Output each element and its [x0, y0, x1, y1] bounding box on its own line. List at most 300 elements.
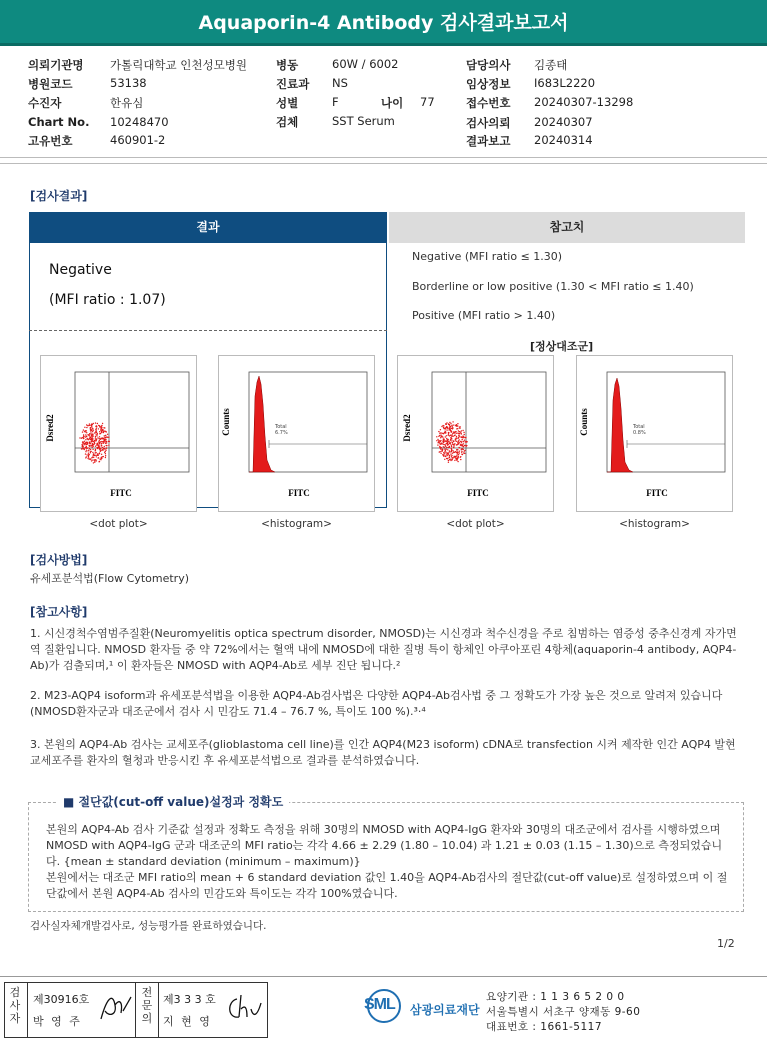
- patient-histogram: [218, 355, 375, 512]
- histogram-figure: [219, 356, 374, 511]
- scatter-dot: [103, 431, 104, 432]
- scatter-dot: [99, 431, 100, 432]
- scatter-dot: [101, 443, 102, 444]
- scatter-dot: [444, 431, 445, 432]
- clinical-value: I683L2220: [534, 76, 596, 90]
- scatter-dot: [90, 439, 91, 440]
- footer-divider: [0, 976, 767, 977]
- scatter-dot: [98, 441, 99, 442]
- scatter-dot: [456, 441, 457, 442]
- scatter-dot: [454, 432, 455, 433]
- scatter-dot: [99, 461, 100, 462]
- scatter-dot: [88, 455, 89, 456]
- scatter-dot: [81, 438, 82, 439]
- scatter-dot: [104, 441, 105, 442]
- y-axis-label: Counts: [579, 408, 589, 436]
- specimen-value: SST Serum: [332, 114, 395, 128]
- scatter-dot: [92, 449, 93, 450]
- scatter-dot: [449, 427, 450, 428]
- patient-value: 한유심: [110, 96, 144, 110]
- specimen-label: 검체: [276, 115, 299, 129]
- scatter-dot: [456, 436, 457, 437]
- age-value: 77: [420, 95, 435, 109]
- scatter-dot: [83, 429, 84, 430]
- scatter-dot: [105, 450, 106, 451]
- ward-value: 60W / 6002: [332, 57, 399, 71]
- scatter-dot: [95, 429, 96, 430]
- scatter-dot: [443, 442, 444, 443]
- reference-negative: Negative (MFI ratio ≤ 1.30): [412, 250, 563, 263]
- y-axis-label: Counts: [221, 408, 231, 436]
- scatter-dot: [456, 433, 457, 434]
- scatter-dot: [454, 445, 455, 446]
- scatter-dot: [452, 444, 453, 445]
- scatter-dot: [83, 442, 84, 443]
- scatter-dot: [85, 439, 86, 440]
- scatter-dot: [90, 428, 91, 429]
- scatter-dot: [86, 436, 87, 437]
- scatter-dot: [437, 439, 438, 440]
- scatter-dot: [457, 449, 458, 450]
- scatter-dot: [463, 446, 464, 447]
- scatter-dot: [451, 425, 452, 426]
- scatter-dot: [91, 439, 92, 440]
- histogram-figure: [577, 356, 732, 511]
- scatter-dot: [90, 430, 91, 431]
- scatter-dot: [92, 459, 93, 460]
- scatter-dot: [88, 439, 89, 440]
- scatter-dot: [92, 457, 93, 458]
- scatter-dot: [96, 455, 97, 456]
- tester-signature: [97, 991, 137, 1025]
- scatter-dot: [458, 443, 459, 444]
- scatter-dot: [85, 457, 86, 458]
- chart-value: 10248470: [110, 115, 169, 129]
- scatter-dot: [448, 460, 449, 461]
- performance-note: 검사실자체개발검사로, 성능평가를 완료하였습니다.: [30, 920, 267, 932]
- scatter-dot: [91, 427, 92, 428]
- scatter-dot: [96, 456, 97, 457]
- scatter-dot: [86, 454, 87, 455]
- scatter-dot: [89, 433, 90, 434]
- org-address: 서울특별시 서초구 양재동 9-60: [486, 1006, 641, 1018]
- scatter-dot: [440, 429, 441, 430]
- scatter-dot: [96, 432, 97, 433]
- scatter-dot: [463, 432, 464, 433]
- x-axis-label: FITC: [646, 488, 668, 498]
- scatter-dot: [457, 428, 458, 429]
- result-value: Negative: [49, 262, 112, 278]
- scatter-dot: [450, 459, 451, 460]
- scatter-dot: [91, 460, 92, 461]
- scatter-dot: [459, 436, 460, 437]
- scatter-dot: [463, 441, 464, 442]
- scatter-dot: [100, 430, 101, 431]
- scatter-dot: [95, 455, 96, 456]
- receipt-value: 20240307-13298: [534, 95, 634, 109]
- scatter-dot: [102, 447, 103, 448]
- scatter-dot: [461, 444, 462, 445]
- scatter-dot: [84, 441, 85, 442]
- patient-dot-plot: [40, 355, 197, 512]
- scatter-dot: [90, 452, 91, 453]
- scatter-dot: [442, 449, 443, 450]
- scatter-dot: [449, 425, 450, 426]
- scatter-dot: [454, 452, 455, 453]
- scatter-dot: [89, 423, 90, 424]
- scatter-dot: [438, 431, 439, 432]
- dot-cluster: [79, 422, 110, 463]
- scatter-dot: [445, 450, 446, 451]
- scatter-dot: [84, 449, 85, 450]
- scatter-dot: [99, 440, 100, 441]
- sex-label: 성별: [276, 96, 299, 110]
- scatter-dot: [464, 445, 465, 446]
- scatter-dot: [450, 439, 451, 440]
- scatter-dot: [98, 457, 99, 458]
- scatter-dot: [99, 438, 100, 439]
- scatter-dot: [86, 427, 87, 428]
- scatter-dot: [103, 429, 104, 430]
- scatter-dot: [443, 433, 444, 434]
- scatter-dot: [449, 422, 450, 423]
- dot-plot-figure: [398, 356, 553, 511]
- scatter-dot: [454, 460, 455, 461]
- scatter-dot: [448, 432, 449, 433]
- clinical-label: 임상정보: [466, 77, 511, 91]
- scatter-dot: [454, 435, 455, 436]
- scatter-dot: [437, 444, 438, 445]
- scatter-dot: [101, 454, 102, 455]
- scatter-dot: [79, 437, 80, 438]
- scatter-dot: [89, 425, 90, 426]
- scatter-dot: [95, 446, 96, 447]
- divider: [0, 163, 767, 164]
- scatter-dot: [100, 448, 101, 449]
- scatter-dot: [91, 434, 92, 435]
- scatter-dot: [446, 447, 447, 448]
- scatter-dot: [454, 456, 455, 457]
- scatter-dot: [449, 459, 450, 460]
- result-divider: [29, 330, 387, 331]
- histogram-caption: <histogram>: [619, 518, 690, 530]
- scatter-dot: [462, 430, 463, 431]
- histogram-total-label: Total: [275, 424, 287, 430]
- sex-value: F: [332, 95, 339, 109]
- scatter-dot: [87, 458, 88, 459]
- scatter-dot: [444, 449, 445, 450]
- scatter-dot: [445, 452, 446, 453]
- scatter-dot: [456, 438, 457, 439]
- scatter-dot: [102, 423, 103, 424]
- scatter-dot: [89, 454, 90, 455]
- scatter-dot: [99, 442, 100, 443]
- scatter-dot: [453, 441, 454, 442]
- scatter-dot: [440, 451, 441, 452]
- scatter-dot: [444, 447, 445, 448]
- scatter-dot: [466, 446, 467, 447]
- scatter-dot: [108, 445, 109, 446]
- scatter-dot: [457, 423, 458, 424]
- scatter-dot: [106, 441, 107, 442]
- scatter-dot: [439, 433, 440, 434]
- cutoff-text: [46, 822, 736, 902]
- scatter-dot: [440, 447, 441, 448]
- scatter-dot: [105, 439, 106, 440]
- scatter-dot: [91, 441, 92, 442]
- scatter-dot: [458, 440, 459, 441]
- logo-text: SML: [364, 996, 395, 1013]
- scatter-dot: [452, 428, 453, 429]
- scatter-dot: [91, 428, 92, 429]
- scatter-dot: [452, 453, 453, 454]
- scatter-dot: [104, 435, 105, 436]
- scatter-dot: [101, 450, 102, 451]
- signature-box: [4, 982, 268, 1038]
- scatter-dot: [93, 453, 94, 454]
- scatter-dot: [445, 446, 446, 447]
- tester-name: 박 영 주: [33, 1015, 82, 1028]
- scatter-dot: [94, 462, 95, 463]
- scatter-dot: [85, 451, 86, 452]
- scatter-dot: [100, 449, 101, 450]
- scatter-dot: [444, 444, 445, 445]
- scatter-dot: [101, 428, 102, 429]
- scatter-dot: [89, 435, 90, 436]
- scatter-dot: [92, 447, 93, 448]
- scatter-dot: [452, 442, 453, 443]
- scatter-dot: [451, 457, 452, 458]
- x-axis-label: FITC: [288, 488, 310, 498]
- divider: [0, 157, 767, 158]
- scatter-dot: [96, 445, 97, 446]
- scatter-dot: [96, 460, 97, 461]
- scatter-dot: [451, 436, 452, 437]
- scatter-dot: [453, 424, 454, 425]
- scatter-dot: [464, 450, 465, 451]
- scatter-dot: [446, 455, 447, 456]
- scatter-dot: [105, 443, 106, 444]
- scatter-dot: [103, 449, 104, 450]
- dot-plot-caption: <dot plot>: [446, 518, 505, 530]
- scatter-dot: [457, 457, 458, 458]
- scatter-dot: [97, 437, 98, 438]
- scatter-dot: [106, 448, 107, 449]
- scatter-dot: [461, 445, 462, 446]
- scatter-dot: [457, 461, 458, 462]
- scatter-dot: [87, 447, 88, 448]
- scatter-dot: [89, 445, 90, 446]
- scatter-dot: [105, 457, 106, 458]
- tester-license: 제30916호: [33, 993, 90, 1006]
- method-text: 유세포분석법(Flow Cytometry): [30, 572, 190, 585]
- scatter-dot: [460, 444, 461, 445]
- hospcode-label: 병원코드: [28, 77, 73, 91]
- specialist-signature: [223, 991, 263, 1025]
- report-title: Aquaporin-4 Antibody 검사결과보고서: [0, 0, 767, 46]
- scatter-dot: [457, 444, 458, 445]
- unique-value: 460901-2: [110, 133, 166, 147]
- result-mfi: (MFI ratio : 1.07): [49, 292, 166, 308]
- scatter-dot: [92, 434, 93, 435]
- scatter-dot: [445, 436, 446, 437]
- scatter-dot: [459, 451, 460, 452]
- scatter-dot: [444, 459, 445, 460]
- scatter-dot: [461, 433, 462, 434]
- scatter-dot: [442, 454, 443, 455]
- org-name: 삼광의료재단: [410, 1003, 480, 1017]
- scatter-dot: [441, 426, 442, 427]
- scatter-dot: [90, 425, 91, 426]
- scatter-dot: [445, 432, 446, 433]
- scatter-dot: [436, 436, 437, 437]
- scatter-dot: [451, 446, 452, 447]
- histogram-caption: <histogram>: [261, 518, 332, 530]
- cutoff-line-1: 본원의 AQP4-Ab 검사 기준값 설정과 정확도 측정을 위해 30명의 NMOSD with AQP4-IgG 환자와 30명의 대조군에서 검사를 시행하였으며 NMOSD with AQP4-IgG 군과 대조군의 MFI ratio는 각각 4.66 ± 2.29 (1.80 – 10.04) 과 1.21 ± 0.03 (1.15 – 1.30)으로 측정되었습니다. {mean ± standard deviation (minimum – maximum)}: [46, 823, 723, 868]
- scatter-dot: [89, 448, 90, 449]
- histogram-peak: [607, 378, 633, 472]
- unique-label: 고유번호: [28, 134, 73, 148]
- scatter-dot: [95, 449, 96, 450]
- scatter-dot: [443, 425, 444, 426]
- scatter-dot: [461, 452, 462, 453]
- scatter-dot: [101, 426, 102, 427]
- scatter-dot: [459, 426, 460, 427]
- scatter-dot: [455, 440, 456, 441]
- scatter-dot: [92, 436, 93, 437]
- scatter-dot: [453, 436, 454, 437]
- scatter-dot: [443, 452, 444, 453]
- scatter-dot: [457, 442, 458, 443]
- scatter-dot: [463, 443, 464, 444]
- scatter-dot: [452, 421, 453, 422]
- dot-plot-figure: [41, 356, 196, 511]
- request-label: 검사의뢰: [466, 116, 511, 130]
- dept-label: 진료과: [276, 77, 310, 91]
- scatter-dot: [101, 441, 102, 442]
- scatter-dot: [443, 454, 444, 455]
- hospcode-value: 53138: [110, 76, 147, 90]
- scatter-dot: [90, 449, 91, 450]
- scatter-dot: [93, 462, 94, 463]
- scatter-dot: [450, 460, 451, 461]
- scatter-dot: [105, 451, 106, 452]
- scatter-dot: [448, 429, 449, 430]
- scatter-dot: [451, 450, 452, 451]
- specialist-name: 지 현 영: [163, 1015, 212, 1028]
- histogram-peak: [249, 376, 275, 472]
- scatter-dot: [458, 433, 459, 434]
- note-2: 2. M23-AQP4 isoform과 유세포분석법을 이용한 AQP4-Ab검사법은 다양한 AQP4-Ab검사법 중 그 정확도가 가장 높은 것으로 알려져 있습니다(NMOSD환자군과 대조군에서 검사 시 민감도 71.4 – 76.7 %, 특이도 100 %).³·⁴: [30, 689, 723, 718]
- histogram-total-value: 6.7%: [275, 430, 288, 436]
- scatter-dot: [85, 444, 86, 445]
- scatter-dot: [447, 427, 448, 428]
- scatter-dot: [448, 435, 449, 436]
- scatter-dot: [458, 430, 459, 431]
- scatter-dot: [96, 435, 97, 436]
- org-phone: 대표번호 : 1661-5117: [486, 1021, 603, 1033]
- scatter-dot: [450, 435, 451, 436]
- scatter-dot: [97, 454, 98, 455]
- scatter-dot: [90, 437, 91, 438]
- scatter-dot: [461, 449, 462, 450]
- scatter-dot: [465, 437, 466, 438]
- scatter-dot: [95, 437, 96, 438]
- scatter-dot: [96, 430, 97, 431]
- scatter-dot: [85, 434, 86, 435]
- scatter-dot: [450, 428, 451, 429]
- scatter-dot: [94, 459, 95, 460]
- scatter-dot: [104, 440, 105, 441]
- scatter-dot: [102, 441, 103, 442]
- reference-positive: Positive (MFI ratio > 1.40): [412, 309, 556, 322]
- scatter-dot: [449, 457, 450, 458]
- scatter-dot: [442, 437, 443, 438]
- scatter-dot: [440, 434, 441, 435]
- results-section-title: [검사결과]: [30, 189, 88, 203]
- specialist-label: 전문의: [141, 986, 153, 1025]
- institution-label: 의뢰기관명: [28, 58, 84, 72]
- scatter-dot: [107, 437, 108, 438]
- scatter-dot: [90, 443, 91, 444]
- scatter-dot: [95, 422, 96, 423]
- scatter-dot: [436, 440, 437, 441]
- scatter-dot: [101, 445, 102, 446]
- scatter-dot: [457, 451, 458, 452]
- scatter-dot: [450, 437, 451, 438]
- control-group-label: [정상대조군]: [530, 340, 594, 353]
- scatter-dot: [93, 430, 94, 431]
- notes-section-title: [참고사항]: [30, 605, 88, 619]
- reference-borderline: Borderline or low positive (1.30 < MFI ratio ≤ 1.40): [412, 280, 694, 293]
- histogram-total-label: Total: [633, 424, 645, 430]
- receipt-label: 접수번호: [466, 96, 511, 110]
- scatter-dot: [438, 441, 439, 442]
- scatter-dot: [446, 453, 447, 454]
- scatter-dot: [443, 439, 444, 440]
- scatter-dot: [106, 445, 107, 446]
- scatter-dot: [100, 451, 101, 452]
- scatter-dot: [93, 455, 94, 456]
- scatter-dot: [105, 455, 106, 456]
- scatter-dot: [83, 436, 84, 437]
- method-section-title: [검사방법]: [30, 553, 88, 567]
- x-axis-label: FITC: [110, 488, 132, 498]
- scatter-dot: [104, 427, 105, 428]
- scatter-dot: [458, 456, 459, 457]
- scatter-dot: [104, 446, 105, 447]
- scatter-dot: [440, 436, 441, 437]
- scatter-dot: [103, 443, 104, 444]
- scatter-dot: [455, 439, 456, 440]
- scatter-dot: [97, 423, 98, 424]
- scatter-dot: [99, 436, 100, 437]
- institution-value: 가톨릭대학교 인천성모병원: [110, 58, 247, 72]
- scatter-dot: [446, 422, 447, 423]
- note-1: 1. 시신경척수염범주질환(Neuromyelitis optica spectrum disorder, NMOSD)는 시신경과 척수신경을 주로 침범하는 염증성 중추신경계 자가면역 질환입니다. NMOSD 환자들 중 약 72%에서는 혈액 내에 NMOSD에 대한 질병 특이 항체인 아쿠아포린 4항체(aquaporin-4 antibody, AQP4-Ab)가 검출되며,¹ 이 환자들은 NMOSD with AQP4-Ab로 세부 진단 됩니다.²: [30, 627, 737, 672]
- scatter-dot: [95, 434, 96, 435]
- scatter-dot: [456, 425, 457, 426]
- scatter-dot: [453, 457, 454, 458]
- scatter-dot: [441, 443, 442, 444]
- scatter-dot: [86, 446, 87, 447]
- scatter-dot: [448, 441, 449, 442]
- ward-label: 병동: [276, 58, 299, 72]
- page-number: 1/2: [717, 937, 735, 950]
- scatter-dot: [443, 440, 444, 441]
- dot-plot-caption: <dot plot>: [89, 518, 148, 530]
- scatter-dot: [83, 448, 84, 449]
